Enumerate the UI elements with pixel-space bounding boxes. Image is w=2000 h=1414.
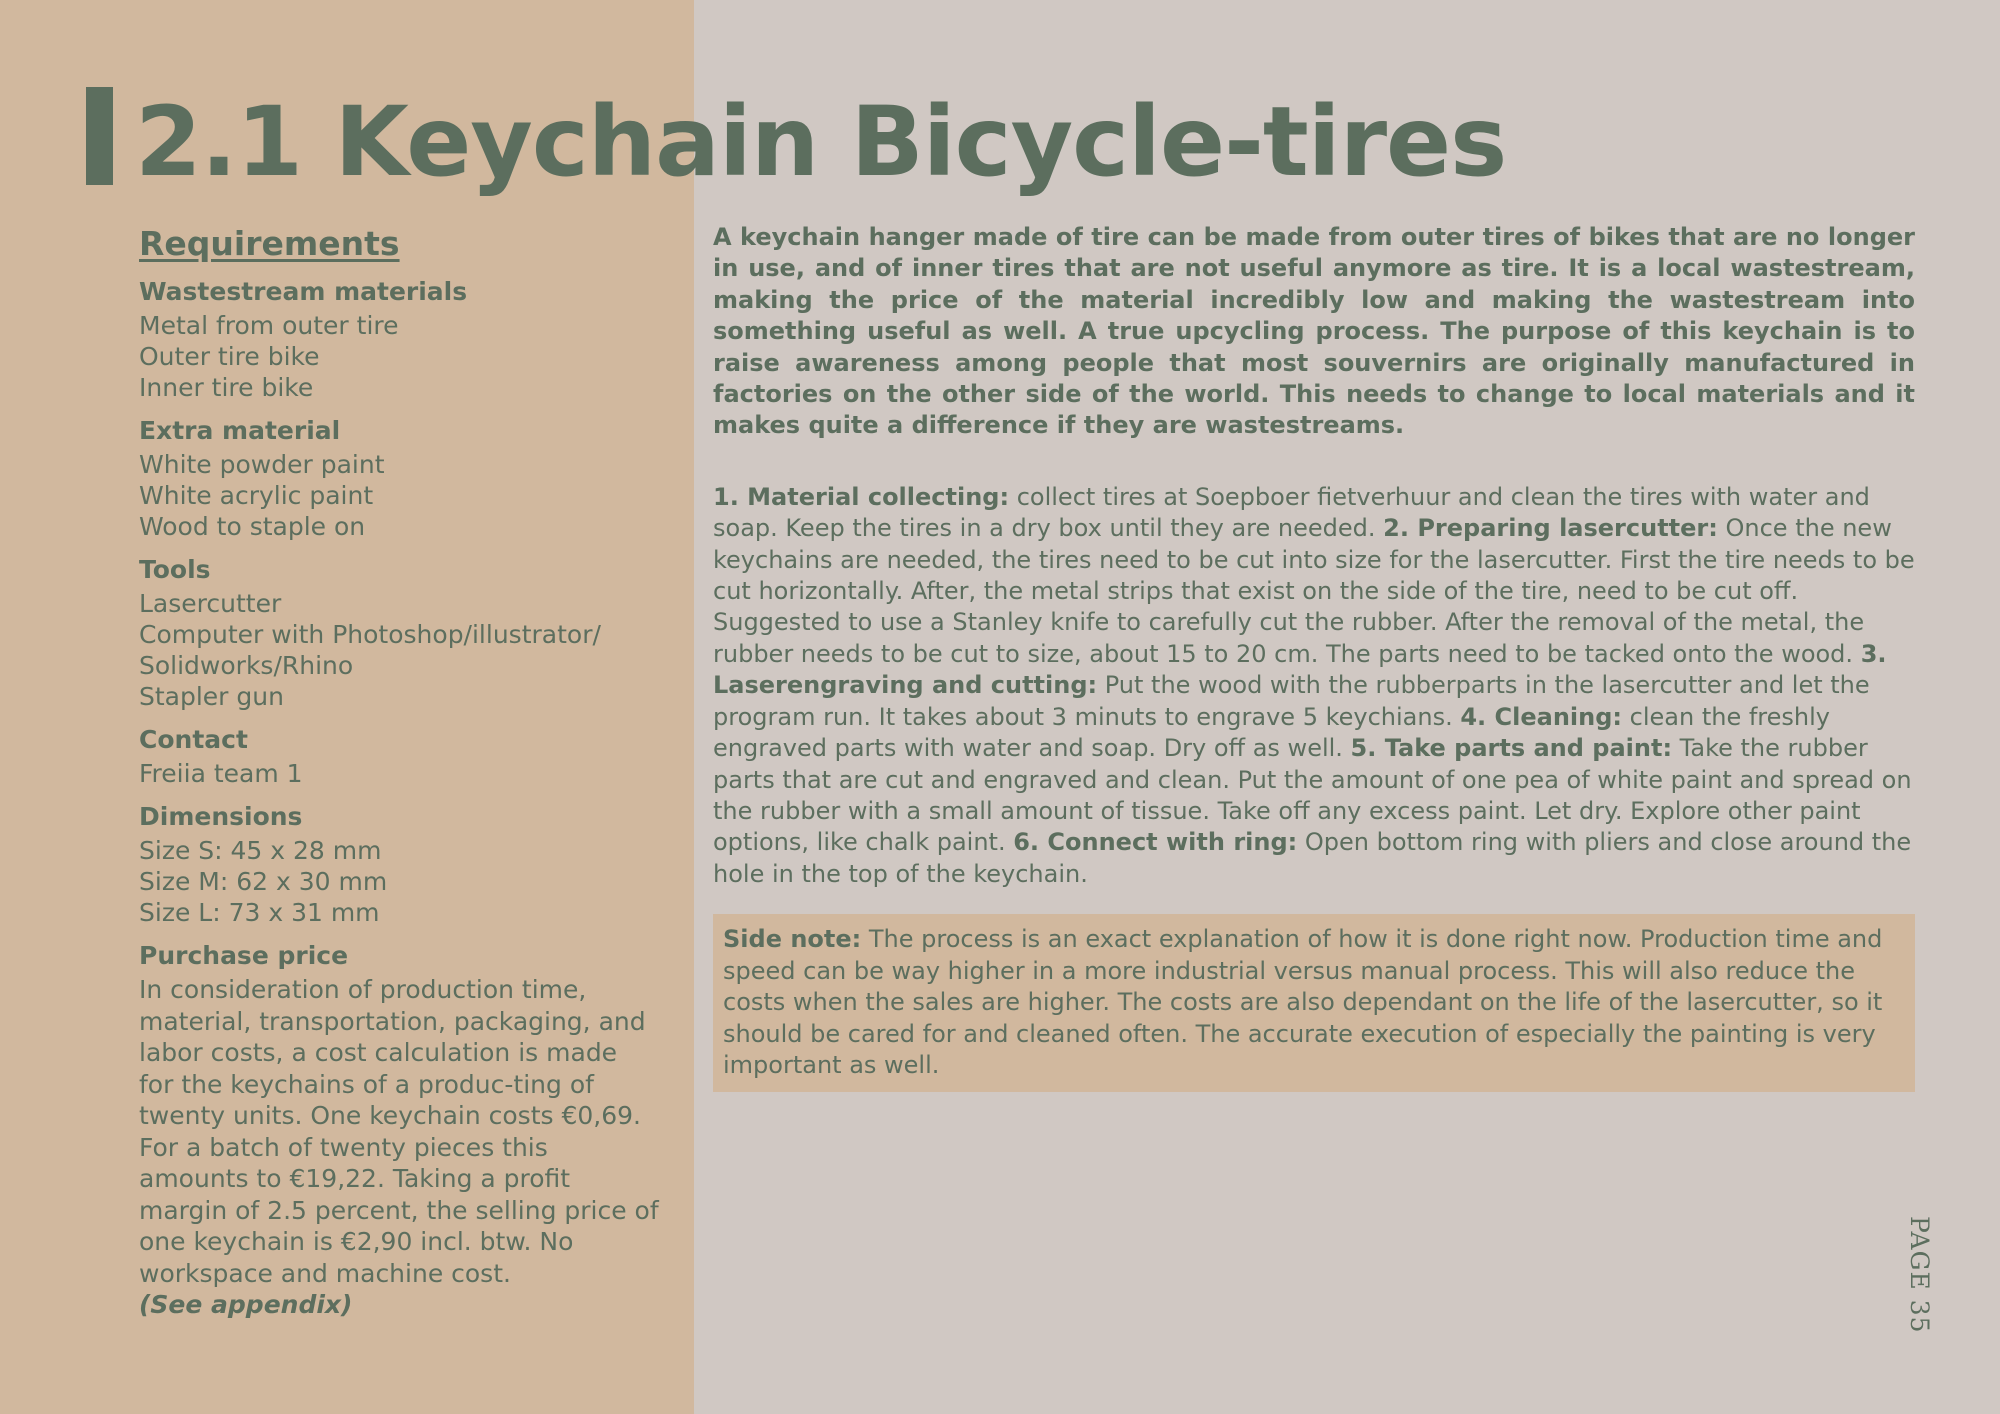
step-text: clean the freshly engraved parts with water and soap. Dry off as well. [713, 702, 1830, 763]
requirements-sidebar [139, 222, 659, 1332]
step-label: 4. Cleaning: [1460, 702, 1623, 731]
side-note-label: Side note: [723, 925, 862, 954]
list-item: Lasercutter [139, 589, 282, 618]
process-steps [713, 482, 1915, 890]
list-item: Freiia team 1 [139, 759, 303, 788]
section-title: Extra material [139, 416, 341, 445]
list-item: Stapler gun [139, 682, 284, 711]
price-paragraph: In consideration of production time, material, transportation, packaging, and labor costs, a cost calculation is made for the keychains of a produc-ting of twenty units. One keychain costs €0,69. For a batch of twenty pieces this amounts to €19,22. Taking a profit margin of 2.5 percent, the selling price of one keychain is €2,90 incl. btw. No workspace and machine cost. [139, 975, 659, 1288]
step-text: Once the new keychains are needed, the tires need to be cut into size for the lasercutter. First the tire needs to be cut horizontally. After, the metal strips that exist on the side of the tire, need to be cut off. Suggested to use a Stanley knife to carefully cut the rubber. After the removal of the metal, the rubber needs to be cut to size, about 15 to 20 cm. The parts need to be tacked onto the wood. [713, 514, 1915, 668]
list-item: Solidworks/Rhino [139, 651, 354, 680]
page-number: PAGE 35 [1905, 1216, 1934, 1334]
intro-paragraph: A keychain hanger made of tire can be made from outer tires of bikes that are no longer in use, and of inner tires that are not useful anymore as tire. It is a local wastestream, making the price of the material incredibly low and making the wastestream into something useful as well. A true upcycling process. The purpose of this keychain is to raise awareness among people that most souvernirs are originally manufactured in factories on the other side of the world. This needs to change to local materials and it makes quite a difference if they are wastestreams. [713, 223, 1915, 440]
extra-material-section [139, 415, 659, 542]
main-content [713, 222, 1915, 1092]
section-title: Dimensions [139, 802, 303, 831]
requirements-heading: Requirements [139, 224, 400, 263]
side-note-box [713, 914, 1915, 1092]
step-text: Take the rubber parts that are cut and engraved and clean. Put the amount of one pea of white paint and spread on the rubber with a small amount of tissue. Take off any excess paint. Let dry. Explore other paint options, like chalk paint. [713, 734, 1912, 857]
section-title: Tools [139, 555, 211, 584]
dimensions-section [139, 801, 659, 928]
step-label: 2. Preparing lasercutter: [1383, 514, 1718, 543]
list-item: Metal from outer tire [139, 311, 399, 340]
step-text: Put the wood with the rubberparts in the lasercutter and let the program run. It takes about 3 minuts to engrave 5 keychians. [713, 671, 1870, 731]
appendix-reference: (See appendix) [139, 1290, 353, 1319]
tools-section [139, 554, 659, 712]
list-item: White powder paint [139, 450, 385, 479]
side-note-text: The process is an exact explanation of how it is done right now. Production time and speed can be way higher in a more industrial versus manual process. This will also reduce the costs when the sales are higher. The costs are also dependant on the life of the lasercutter, so it should be cared for and cleaned often. The accurate execution of especially the painting is very important as well. [723, 925, 1883, 1080]
section-title: Purchase price [139, 941, 349, 970]
list-item: Size L: 73 x 31 mm [139, 898, 380, 927]
list-item: Outer tire bike [139, 342, 320, 371]
step-label: 6. Connect with ring: [1013, 828, 1298, 857]
purchase-price-section [139, 940, 659, 1320]
step-label: 1. Material collecting: [713, 482, 1010, 511]
title-accent-bar [86, 87, 113, 185]
step-text: Open bottom ring with pliers and close around the hole in the top of the keychain. [713, 828, 1912, 888]
list-item: Computer with Photoshop/illustrator/ [139, 620, 601, 649]
wastestream-section [139, 276, 659, 403]
list-item: White acrylic paint [139, 481, 374, 510]
list-item: Inner tire bike [139, 373, 314, 402]
list-item: Size S: 45 x 28 mm [139, 836, 382, 865]
section-title: Contact [139, 725, 248, 754]
step-label: 5. Take parts and paint: [1350, 734, 1673, 763]
contact-section [139, 724, 659, 789]
list-item: Size M: 62 x 30 mm [139, 867, 388, 896]
step-label: 3. Laserengraving and cutting: [713, 639, 1887, 700]
list-item: Wood to staple on [139, 512, 366, 541]
step-text: collect tires at Soepboer fietverhuur and clean the tires with water and soap. Keep the tires in a dry box until they are needed. [713, 482, 1870, 543]
section-title: Wastestream materials [139, 277, 468, 306]
page-title: 2.1 Keychain Bicycle-tires [135, 86, 1507, 198]
